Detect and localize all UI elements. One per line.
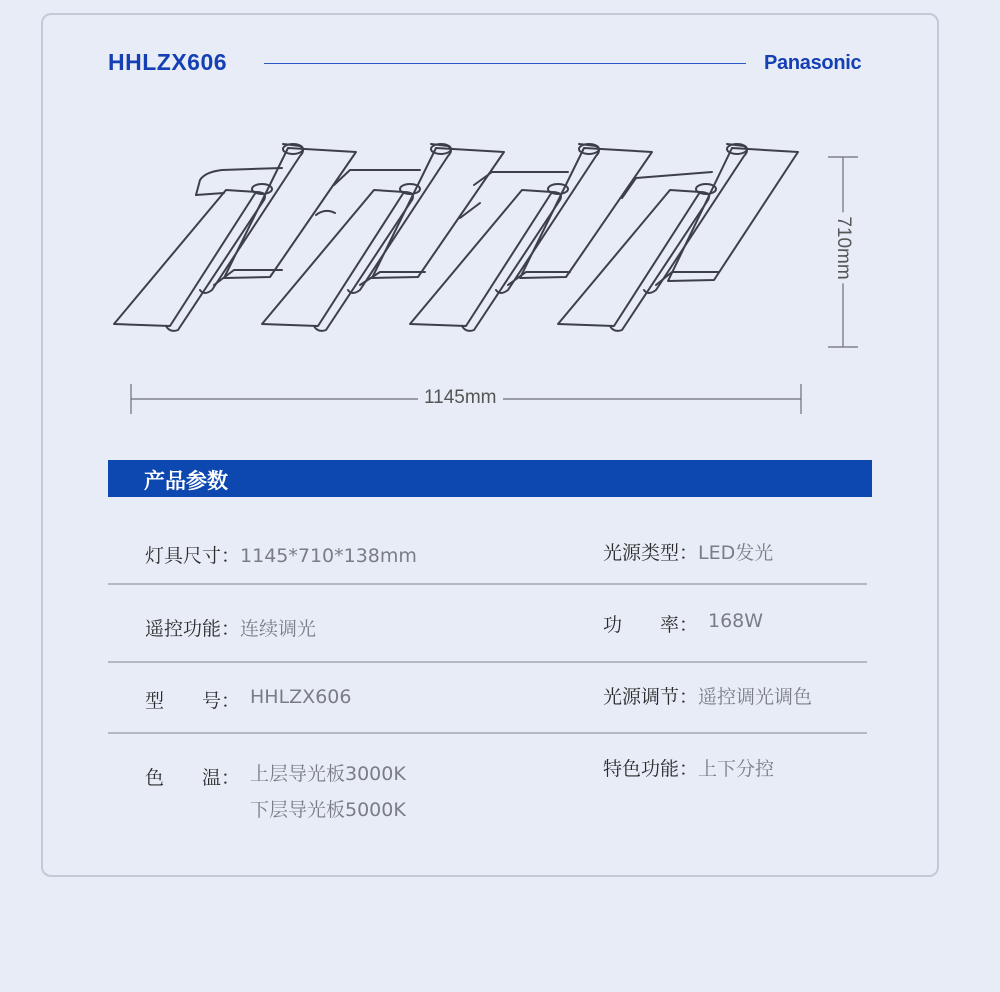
spec-light-source-label: 光源类型： bbox=[603, 542, 699, 564]
row-divider bbox=[108, 661, 867, 663]
model-title: HHLZX606 bbox=[108, 49, 228, 75]
spec-size bbox=[145, 541, 417, 568]
spec-remote-label: 遥控功能： bbox=[145, 618, 241, 640]
spec-light-source bbox=[603, 538, 773, 565]
height-dimension-label: 710mm bbox=[832, 212, 854, 283]
spec-power-label: 功 率： bbox=[603, 614, 698, 636]
spec-dimming-value: 遥控调光调色 bbox=[698, 686, 813, 708]
spec-feature bbox=[603, 754, 774, 781]
spec-power bbox=[603, 610, 764, 636]
row-divider bbox=[108, 732, 867, 734]
spec-remote bbox=[145, 614, 316, 641]
spec-color-temp bbox=[145, 759, 406, 821]
section-title: 产品参数 bbox=[144, 469, 228, 493]
spec-feature-label: 特色功能： bbox=[603, 758, 699, 780]
spec-size-value: 1145*710*138mm bbox=[240, 545, 417, 567]
spec-model bbox=[145, 686, 352, 712]
spec-feature-value: 上下分控 bbox=[698, 758, 775, 780]
spec-color-temp-value-lower: 下层导光板5000K bbox=[250, 799, 406, 821]
spec-color-temp-value: 上层导光板3000K bbox=[250, 763, 406, 785]
spec-model-value: HHLZX606 bbox=[250, 686, 352, 708]
spec-size-label: 灯具尺寸： bbox=[145, 545, 241, 567]
section-header bbox=[108, 460, 872, 497]
spec-dimming-label: 光源调节： bbox=[603, 686, 699, 708]
spec-power-value: 168W bbox=[708, 610, 764, 632]
spec-color-temp-label: 色 温： bbox=[145, 767, 240, 789]
spec-dimming bbox=[603, 682, 812, 709]
row-divider bbox=[108, 583, 867, 585]
spec-light-source-value: LED发光 bbox=[698, 542, 774, 564]
brand-logo: Panasonic bbox=[764, 52, 862, 74]
spec-remote-value: 连续调光 bbox=[240, 618, 317, 640]
width-dimension-label: 1145mm bbox=[418, 387, 503, 409]
spec-model-label: 型 号： bbox=[145, 690, 240, 712]
